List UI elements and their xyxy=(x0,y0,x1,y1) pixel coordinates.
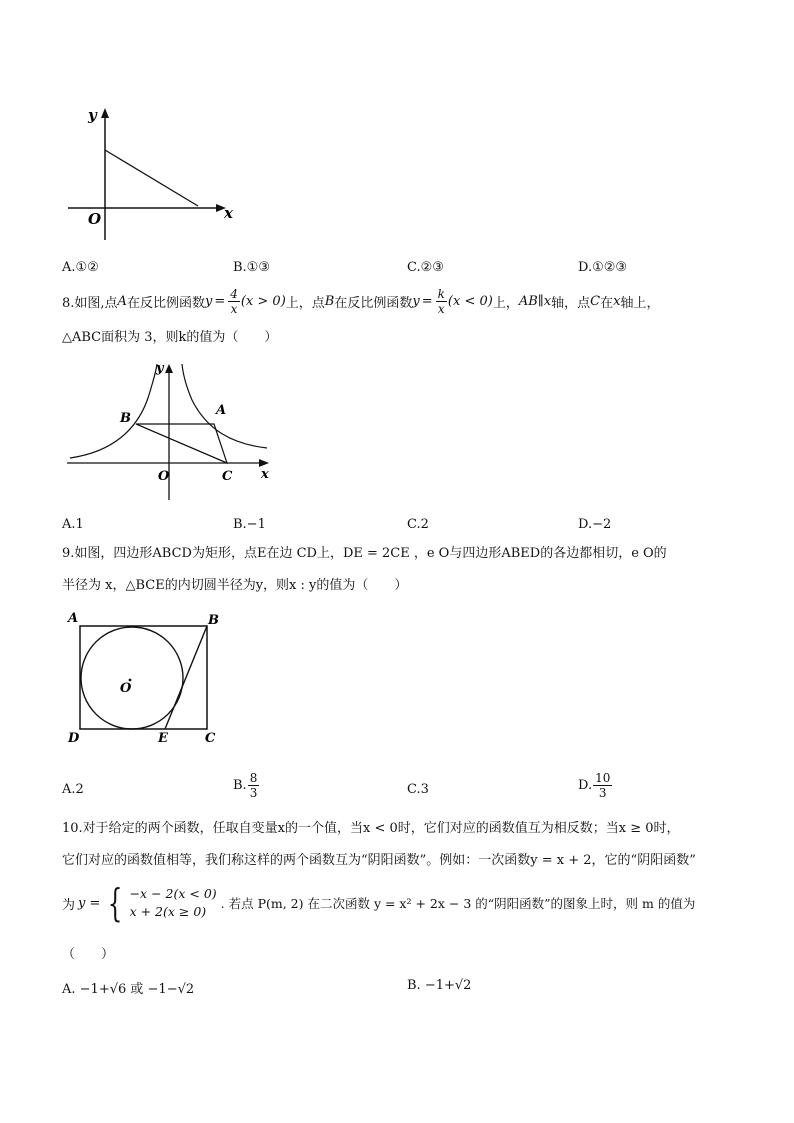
q9-option-b-fraction: $\frac{8}{3}$ xyxy=(249,771,258,800)
q10-stem-line2: 它们对应的函数值相等，我们称这样的两个函数互为“阴阳函数”。例如：一次函数y = x + 2，它的“阴阳函数” xyxy=(62,853,696,868)
q10-piecewise: { −x − 2(x < 0) x + 2(x ≥ 0) xyxy=(108,881,217,925)
q7-option-d: D.①②③ xyxy=(578,260,628,275)
q7-x-label: x xyxy=(224,204,233,222)
q8-stem-line2: △ABC面积为 3，则k的值为（ ） xyxy=(62,330,278,345)
q9-label-b: B xyxy=(208,613,219,628)
q9-label-c: C xyxy=(205,731,216,746)
q8-curve-left xyxy=(70,364,157,458)
q10-option-a: A. −1+√6 或 −1−√2 xyxy=(62,982,195,997)
q9-option-d: D. $\frac{10}{3}$ xyxy=(578,771,611,800)
q9-option-b: B. $\frac{8}{3}$ xyxy=(233,771,258,800)
q10-stem-line1: 10.对于给定的两个函数，任取自变量x的一个值，当x < 0时，它们对应的函数值互为相反数；当x ≥ 0时， xyxy=(62,821,680,836)
q7-option-c: C.②③ xyxy=(407,260,444,275)
q8-label-o: O xyxy=(158,469,170,484)
q7-y-label: y xyxy=(88,106,97,124)
q8-label-c: C xyxy=(222,469,233,484)
q9-option-d-fraction: $\frac{10}{3}$ xyxy=(595,771,611,800)
q8-graph xyxy=(62,360,277,505)
q9-option-c: C.3 xyxy=(407,782,429,797)
q9-label-d: D xyxy=(68,731,80,746)
q9-rectangle-abcd xyxy=(80,626,207,729)
q8-x-arrow xyxy=(259,459,269,467)
q7-origin-label: O xyxy=(88,210,102,228)
q10-stem-line4: （ ） xyxy=(62,947,115,962)
q9-stem-line2: 半径为 x，△BCE的内切圆半径为y，则x : y的值为（ ） xyxy=(62,578,408,593)
q8-fraction-k-over-x: $\frac{k}{x}$ xyxy=(437,287,445,316)
q8-option-b: B.−1 xyxy=(233,517,266,532)
q8-option-a: A.1 xyxy=(62,517,84,532)
q9-stem-line1: 9.如图，四边形ABCD为矩形，点E在边 CD上，DE = 2CE ，e O与四边形ABED的各边都相切，e O的 xyxy=(62,546,667,561)
q8-fraction-4-over-x: $\frac{4}{x}$ xyxy=(230,287,238,316)
q9-label-o: O xyxy=(120,681,132,696)
q10-option-b: B. −1+√2 xyxy=(407,978,472,993)
q8-y-arrow xyxy=(165,364,173,373)
q7-y-arrow xyxy=(101,108,109,118)
q7-option-b: B.①③ xyxy=(233,260,270,275)
q7-line-segment xyxy=(105,150,198,206)
q9-figure xyxy=(62,608,232,748)
q10-stem-line3: 为 y = { −x − 2(x < 0) x + 2(x ≥ 0) . 若点 P(m, 2) 在二次函数 y = x² + 2x − 3 的“阴阳函数”的图象上时，则 m 的值为 xyxy=(62,881,696,925)
q8-label-x: x xyxy=(261,467,269,482)
q7-option-a: A.①② xyxy=(62,260,99,275)
q9-segment-be xyxy=(165,626,207,729)
q8-label-y: y xyxy=(156,361,164,376)
q9-label-e: E xyxy=(158,731,168,746)
q9-option-a: A.2 xyxy=(62,782,84,797)
q7-graph xyxy=(60,100,250,245)
q8-label-b: B xyxy=(120,411,131,426)
q8-segment-bc xyxy=(136,424,227,463)
q9-circle-o xyxy=(81,627,183,729)
q8-option-c: C.2 xyxy=(407,517,429,532)
q8-option-d: D.−2 xyxy=(578,517,612,532)
q9-label-a: A xyxy=(68,611,79,626)
q8-stem-line1: 8.如图,点 A 在反比例函数 y = $\frac{4}{x}$ (x > 0) 上，点 B 在反比例函数 y = $\frac{k}{x}$ (x < 0) 上， AB∥x 轴，点 C 在 x 轴上， xyxy=(62,287,660,316)
q8-label-a: A xyxy=(216,403,227,418)
